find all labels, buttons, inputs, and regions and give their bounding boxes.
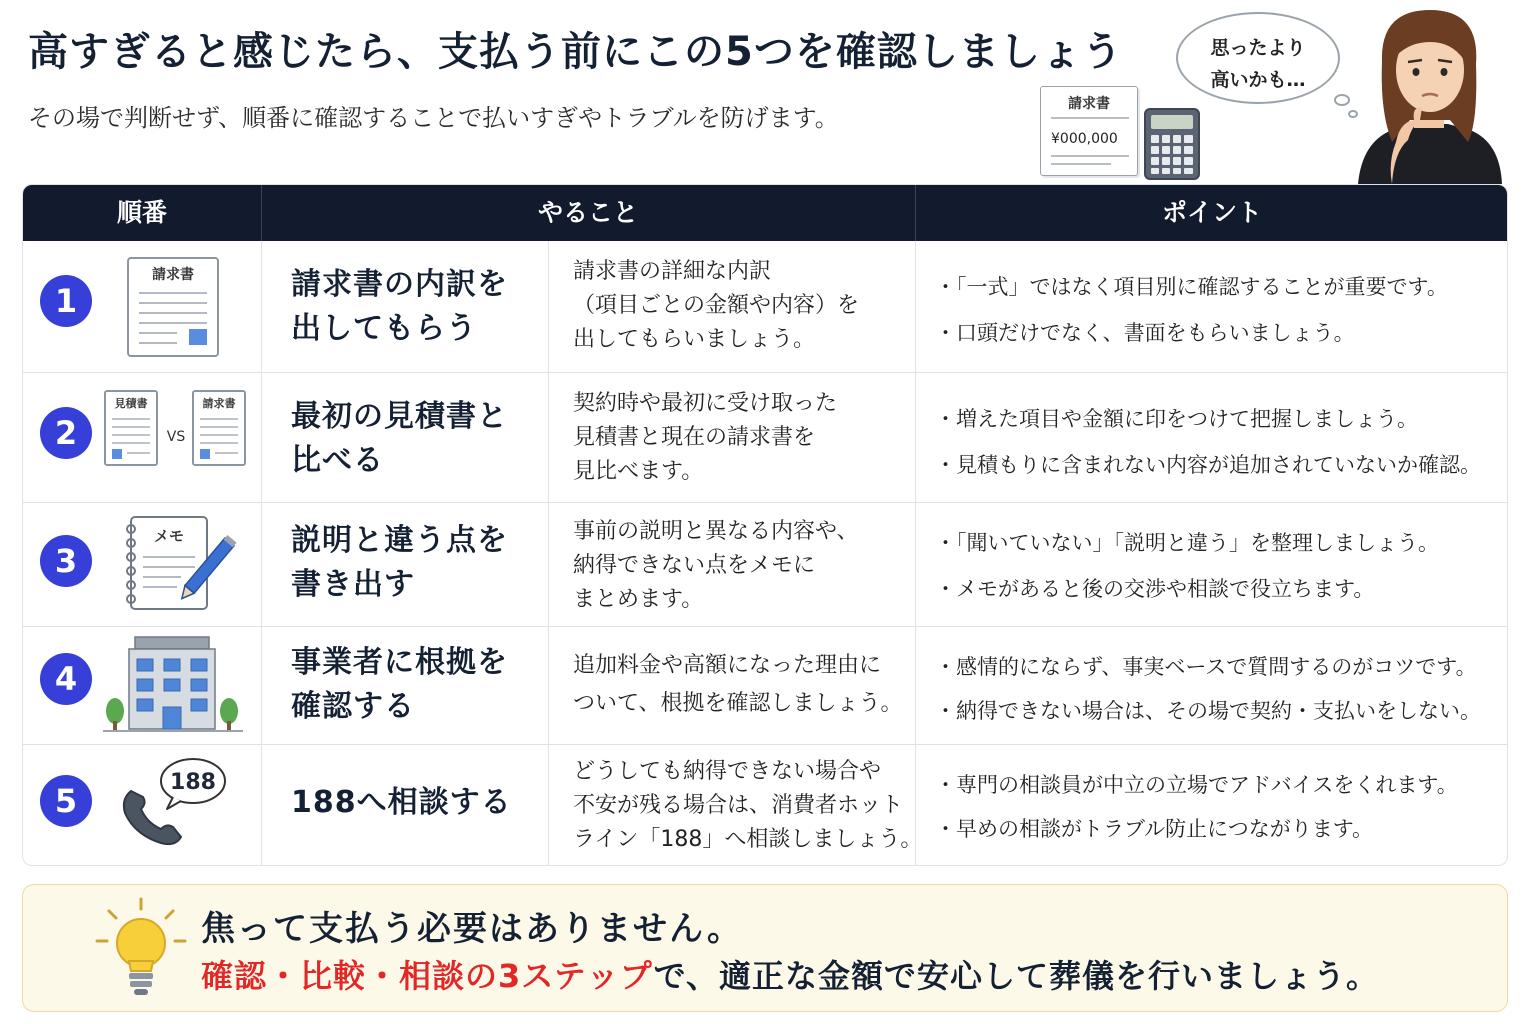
bubble-dot [1334,94,1350,106]
table-row [23,372,1507,502]
page-subtitle: その場で判断せず、順番に確認することで払いすぎやトラブルを防げます。 [28,104,839,132]
step-number-badge: 5 [40,775,92,827]
checklist-table [22,184,1508,866]
step-point: ・ メモがあると後の交渉や相談で役立ちます。 [935,573,1374,603]
lightbulb-icon [93,895,189,1001]
hotline-number-label: 188 [170,770,216,795]
callout-highlight: 確認・比較・相談の3ステップ [201,957,654,995]
header-action: やること [537,198,638,227]
thinking-woman-icon [1352,2,1506,184]
estimate-icon-label: 見積書 [114,397,148,410]
compare-documents-icon [103,389,249,469]
header-order: 順番 [116,198,167,227]
vs-label: VS [166,429,186,445]
table-row [23,626,1507,744]
office-building-icon [103,635,243,733]
callout-line-1: 焦って支払う必要はありません。 [201,909,744,949]
step-point: ・ 見積もりに含まれない内容が追加されていないか確認。 [935,449,1481,479]
summary-callout [22,884,1508,1012]
step-action: 説明と違う点を 書き出す [291,523,508,602]
invoice-amount: ¥000,000 [1051,131,1118,147]
step-description: 追加料金や高額になった理由に ついて、根拠を確認しましょう。 [573,653,903,716]
thought-line-1: 思ったより [1210,37,1306,59]
calculator-icon [1144,108,1200,180]
step-number-badge: 2 [40,407,92,459]
step-description: 請求書の詳細な内訳 （項目ごとの金額や内容）を 出してもらいましょう。 [573,259,860,352]
invoice-icon-label: 請求書 [202,397,236,410]
step-point: ・ 専門の相談員が中立の立場でアドバイスをくれます。 [935,769,1458,799]
header-point: ポイント [1161,198,1262,227]
memo-pencil-icon [121,513,239,613]
step-number-badge: 4 [40,653,92,705]
step-action: 188へ相談する [291,785,512,820]
callout-rest: で、適正な金額で安心して葬儀を行いましょう。 [653,957,1379,995]
step-point: ・ 納得できない場合は、その場で契約・支払いをしない。 [935,695,1481,725]
invoice-document-icon [127,257,219,357]
callout-line-2 [201,951,1379,997]
step-action: 事業者に根拠を 確認する [291,645,508,724]
invoice-icon [1040,86,1138,176]
step-number-badge: 3 [40,535,92,587]
step-description: 契約時や最初に受け取った 見積書と現在の請求書を 見比べます。 [573,391,838,484]
thought-bubble [1176,12,1340,104]
table-row [23,241,1507,372]
invoice-icon-label: 請求書 [152,267,194,283]
phone-icon [117,755,229,849]
step-point: ・ 増えた項目や金額に印をつけて把握しましょう。 [935,403,1418,433]
step-point: ・ 早めの相談がトラブル防止につながります。 [935,813,1373,843]
thought-line-2: 高いかも… [1210,69,1306,91]
table-row [23,502,1507,626]
step-action: 請求書の内訳を 出してもらう [291,267,508,346]
step-description: どうしても納得できない場合や 不安が残る場合は、消費者ホット ライン「188」へ相談しましょう。 [573,759,923,852]
step-point: ・ 感情的にならず、事実ベースで質問するのがコツです。 [935,651,1477,681]
memo-icon-label: メモ [153,527,185,545]
invoice-title: 請求書 [1068,96,1110,112]
step-number-badge: 1 [40,275,92,327]
table-header [23,185,1507,241]
table-row [23,744,1507,866]
step-point: ・ 「聞いていない」「説明と違う」を整理しましょう。 [935,527,1439,557]
step-action: 最初の見積書と 比べる [291,399,508,478]
page-title: 高すぎると感じたら、支払う前にこの5つを確認しましょう [28,29,1123,75]
step-point: ・ 「一式」ではなく項目別に確認することが重要です。 [935,271,1448,301]
step-point: ・ 口頭だけでなく、書面をもらいましょう。 [935,317,1355,347]
step-description: 事前の説明と異なる内容や、 納得できない点をメモに まとめます。 [573,519,859,612]
